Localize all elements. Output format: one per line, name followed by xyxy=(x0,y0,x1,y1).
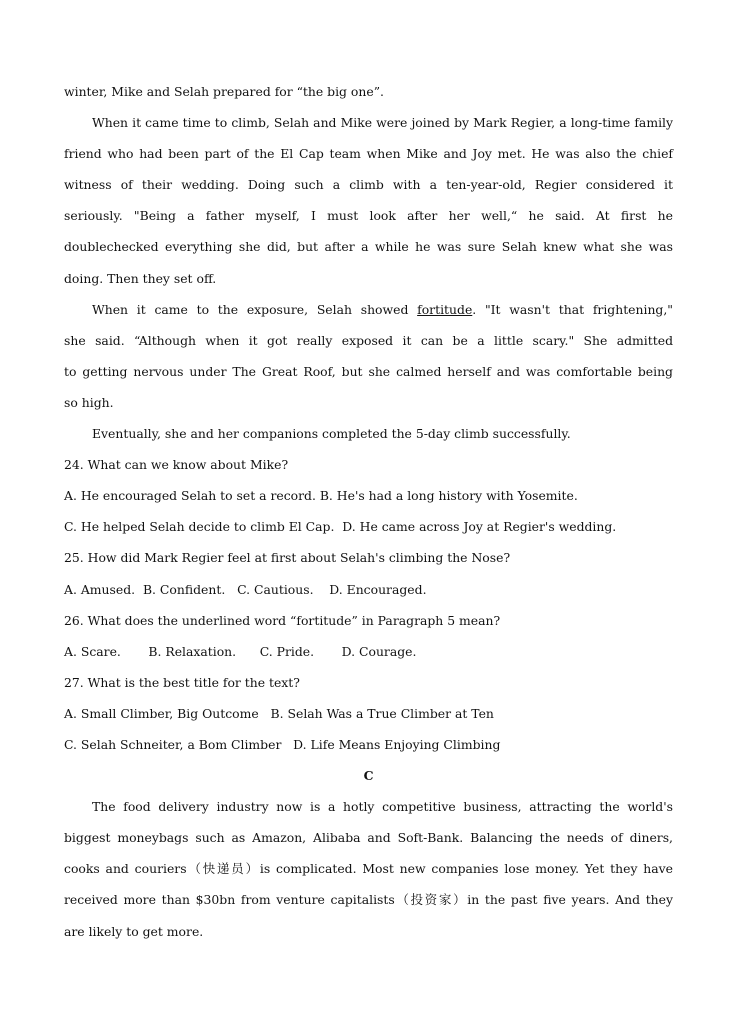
question-27-options: A. Small Climber, Big Outcome B. Selah Was a True Climber at Ten xyxy=(64,705,494,721)
document-page xyxy=(64,76,673,947)
question-24-options: C. He helped Selah decide to climb El Cap. D. He came across Joy at Regier's wedding. xyxy=(64,519,617,535)
paragraph-5-text: . "It wasn't that frightening," xyxy=(472,301,674,317)
question-25: 25. How did Mark Regier feel at first about Selah's climbing the Nose? xyxy=(64,550,511,566)
passage-line: she said. “Although when it got really exposed it can be a little scary." She admitted xyxy=(64,332,673,348)
passage-line: to getting nervous under The Great Roof, but she calmed herself and was comfortable being xyxy=(64,363,673,379)
question-26: 26. What does the underlined word “fortitude” in Paragraph 5 mean? xyxy=(64,612,501,628)
passage-line: doublechecked everything she did, but after a while he was sure Selah knew what she was xyxy=(64,239,673,255)
question-27: 27. What is the best title for the text? xyxy=(64,674,300,690)
underlined-word: fortitude xyxy=(417,301,473,317)
passage-line: so high. xyxy=(64,394,114,410)
passage-line: winter, Mike and Selah prepared for “the big one”. xyxy=(64,84,384,99)
question-24: 24. What can we know about Mike? xyxy=(64,457,289,473)
passage-line: cooks and couriers（快递员）is complicated. Most new companies lose money. Yet they have xyxy=(64,861,673,877)
passage-line: When it came time to climb, Selah and Mike were joined by Mark Regier, a long-time family xyxy=(92,115,673,131)
paragraph-5-first-line xyxy=(64,294,673,325)
passage-line: received more than $30bn from venture capitalists（投资家）in the past five years. And they xyxy=(64,892,673,908)
paragraph-5-text: When it came to the exposure, Selah showed xyxy=(92,301,418,317)
passage-line: friend who had been part of the El Cap team when Mike and Joy met. He was also the chief xyxy=(64,146,673,162)
passage-line: Eventually, she and her companions completed the 5-day climb successfully. xyxy=(92,426,571,442)
passage-line: witness of their wedding. Doing such a climb with a ten-year-old, Regier considered it xyxy=(64,177,673,193)
question-26-options: A. Scare. B. Relaxation. C. Pride. D. Courage. xyxy=(64,643,417,659)
question-27-options: C. Selah Schneiter, a Bom Climber D. Life Means Enjoying Climbing xyxy=(64,736,501,752)
passage-line: biggest moneybags such as Amazon, Alibaba and Soft-Bank. Balancing the needs of diners, xyxy=(64,830,673,846)
question-24-options: A. He encouraged Selah to set a record. B. He's had a long history with Yosemite. xyxy=(64,488,578,504)
passage-line: seriously. "Being a father myself, I must look after her well,“ he said. At first he xyxy=(64,208,673,224)
question-25-options: A. Amused. B. Confident. C. Cautious. D. Encouraged. xyxy=(64,581,427,597)
passage-line: doing. Then they set off. xyxy=(64,270,217,286)
passage-line: are likely to get more. xyxy=(64,923,204,939)
section-heading: C xyxy=(363,768,374,784)
passage-line: The food delivery industry now is a hotly competitive business, attracting the world's xyxy=(92,799,673,815)
